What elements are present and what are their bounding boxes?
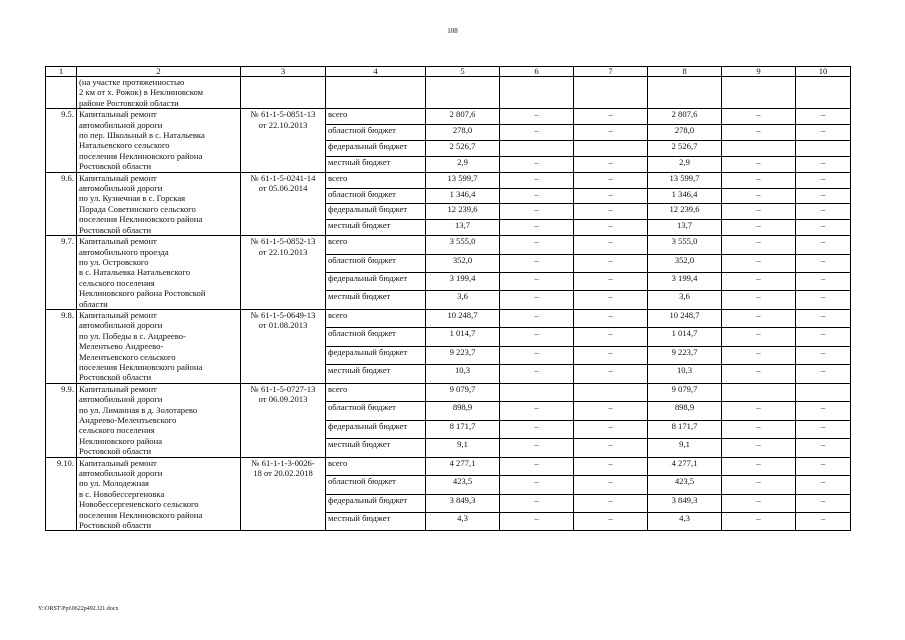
- description-line: Неклиновского района: [79, 435, 163, 446]
- value-c7: –: [574, 512, 648, 530]
- value-c7: –: [574, 328, 648, 346]
- value-c9: –: [722, 457, 796, 475]
- value-c10: –: [796, 476, 851, 494]
- description-line: поселения Неклиновского района: [79, 509, 203, 520]
- description-line: Капитальный ремонт: [79, 309, 157, 320]
- description-line: поселения Неклиновского района: [79, 150, 203, 161]
- registration-line: № 61-1-5-0649-13: [250, 309, 316, 320]
- description-line: Натальевского сельского: [79, 140, 170, 151]
- funding-source: областной бюджет: [326, 188, 426, 204]
- value-c5: 2 807,6: [426, 109, 500, 125]
- funding-source: местный бюджет: [326, 365, 426, 383]
- value-c8: 3 849,3: [648, 494, 722, 512]
- value-c6: –: [500, 365, 574, 383]
- value-c9: –: [722, 172, 796, 188]
- description-line: автомобильного проезда: [79, 246, 169, 257]
- value-c6: –: [500, 204, 574, 220]
- value-c9: –: [722, 328, 796, 346]
- value-c6: [500, 383, 574, 401]
- entry-registration: [241, 457, 326, 531]
- value-c8: 1 346,4: [648, 188, 722, 204]
- value-c6: –: [500, 109, 574, 125]
- value-c7: –: [574, 254, 648, 272]
- description-line: по ул. Островского: [79, 256, 149, 267]
- value-c7: –: [574, 439, 648, 457]
- value-c10: –: [796, 402, 851, 420]
- value-c9: –: [722, 125, 796, 141]
- value-c6: –: [500, 420, 574, 438]
- value-c8: 3 555,0: [648, 236, 722, 254]
- value-c10: –: [796, 273, 851, 291]
- page-number: 108: [447, 27, 458, 35]
- value-c7: –: [574, 457, 648, 475]
- value-c9: –: [722, 254, 796, 272]
- description-line: в с. Новобессергеновка: [79, 488, 165, 499]
- value-c9: [722, 140, 796, 156]
- funding-source: всего: [326, 172, 426, 188]
- value-c6: –: [500, 273, 574, 291]
- value-c7: –: [574, 365, 648, 383]
- value-c9: –: [722, 188, 796, 204]
- entry-registration: [241, 309, 326, 383]
- entry-registration: [241, 236, 326, 310]
- funding-source: федеральный бюджет: [326, 494, 426, 512]
- value-c7: –: [574, 125, 648, 141]
- empty-cell: [722, 77, 796, 109]
- value-c10: –: [796, 204, 851, 220]
- registration-line: от 22.10.2013: [258, 246, 308, 257]
- header-cell: 4: [326, 67, 426, 77]
- entry-number: 9.7.: [46, 236, 77, 310]
- value-c6: –: [500, 236, 574, 254]
- registration-line: от 05.06.2014: [258, 183, 308, 194]
- description-line: автомобильной дороги: [79, 468, 163, 479]
- description-line: Ростовской области: [79, 161, 152, 172]
- value-c10: –: [796, 254, 851, 272]
- empty-cell: [426, 77, 500, 109]
- funding-source: местный бюджет: [326, 291, 426, 309]
- value-c7: –: [574, 220, 648, 236]
- empty-cell: [241, 77, 326, 109]
- value-c9: –: [722, 365, 796, 383]
- value-c10: –: [796, 512, 851, 530]
- empty-cell: [500, 77, 574, 109]
- value-c8: 352,0: [648, 254, 722, 272]
- value-c10: –: [796, 439, 851, 457]
- value-c9: –: [722, 420, 796, 438]
- empty-cell: [796, 77, 851, 109]
- entry-description: [77, 172, 241, 235]
- description-line: Порада Советинского сельского: [79, 203, 196, 214]
- value-c6: –: [500, 220, 574, 236]
- description-line: Новобессергеневского сельского: [79, 499, 199, 510]
- value-c8: 8 171,7: [648, 420, 722, 438]
- table-row: [46, 309, 851, 327]
- entry-description: [77, 109, 241, 172]
- header-cell: 2: [77, 67, 241, 77]
- footer-file-path: Y:\ORST\Ppi\0622p492.f21.docx: [38, 606, 119, 612]
- value-c10: [796, 140, 851, 156]
- value-c7: –: [574, 402, 648, 420]
- value-c6: –: [500, 457, 574, 475]
- value-c8: 2 526,7: [648, 140, 722, 156]
- value-c7: –: [574, 476, 648, 494]
- description-line: Капитальный ремонт: [79, 172, 157, 183]
- entry-number: 9.5.: [46, 109, 77, 172]
- entry-description: [77, 457, 241, 531]
- value-c6: –: [500, 291, 574, 309]
- value-c10: –: [796, 125, 851, 141]
- description-line: автомобильной дороги: [79, 183, 163, 194]
- entry-description: [77, 309, 241, 383]
- description-line: районе Ростовской области: [79, 97, 179, 108]
- funding-source: федеральный бюджет: [326, 273, 426, 291]
- funding-source: федеральный бюджет: [326, 140, 426, 156]
- value-c5: 3,6: [426, 291, 500, 309]
- description-line: Мелентьевского сельского: [79, 351, 176, 362]
- value-c10: –: [796, 328, 851, 346]
- table-row: [46, 236, 851, 254]
- description-line: сельского поселения: [79, 425, 155, 436]
- description-line: Андреево-Мелентьевского: [79, 415, 177, 425]
- value-c10: –: [796, 494, 851, 512]
- value-c8: 4,3: [648, 512, 722, 530]
- header-cell: 6: [500, 67, 574, 77]
- value-c8: 2 807,6: [648, 109, 722, 125]
- table-row: [46, 457, 851, 475]
- value-c9: –: [722, 346, 796, 364]
- value-c8: 13,7: [648, 220, 722, 236]
- value-c10: –: [796, 220, 851, 236]
- entry-registration: [241, 109, 326, 172]
- funding-source: областной бюджет: [326, 476, 426, 494]
- value-c8: 4 277,1: [648, 457, 722, 475]
- empty-cell: [46, 77, 77, 109]
- value-c6: –: [500, 309, 574, 327]
- value-c10: –: [796, 156, 851, 172]
- value-c5: 4 277,1: [426, 457, 500, 475]
- value-c6: –: [500, 346, 574, 364]
- registration-line: № 61-1-5-0852-13: [250, 236, 316, 247]
- description-line: Капитальный ремонт: [79, 383, 157, 394]
- value-c7: –: [574, 273, 648, 291]
- funding-source: федеральный бюджет: [326, 346, 426, 364]
- value-c8: 423,5: [648, 476, 722, 494]
- value-c7: –: [574, 204, 648, 220]
- value-c5: 423,5: [426, 476, 500, 494]
- value-c7: [574, 383, 648, 401]
- header-row: [46, 67, 851, 77]
- description-line: поселения Неклиновского района: [79, 214, 203, 225]
- continuation-description: [77, 77, 241, 109]
- header-cell: 3: [241, 67, 326, 77]
- value-c9: –: [722, 309, 796, 327]
- funding-source: местный бюджет: [326, 156, 426, 172]
- table-row: [46, 109, 851, 125]
- registration-line: от 22.10.2013: [258, 119, 308, 130]
- value-c9: –: [722, 291, 796, 309]
- description-line: (на участке протяженностью: [79, 77, 185, 87]
- value-c5: 278,0: [426, 125, 500, 141]
- description-line: Ростовской области: [79, 224, 152, 235]
- header-cell: 1: [46, 67, 77, 77]
- value-c9: –: [722, 220, 796, 236]
- registration-line: № 61-1-5-0851-13: [250, 109, 316, 120]
- value-c8: 10,3: [648, 365, 722, 383]
- value-c10: –: [796, 365, 851, 383]
- funding-source: всего: [326, 383, 426, 401]
- value-c10: –: [796, 309, 851, 327]
- value-c5: 2,9: [426, 156, 500, 172]
- header-cell: 10: [796, 67, 851, 77]
- value-c5: 3 555,0: [426, 236, 500, 254]
- value-c7: –: [574, 172, 648, 188]
- description-line: автомобильной дороги: [79, 394, 163, 405]
- description-line: в с. Натальевка Натальевского: [79, 267, 190, 278]
- value-c8: 3,6: [648, 291, 722, 309]
- entry-registration: [241, 383, 326, 457]
- value-c6: –: [500, 156, 574, 172]
- table-row: [46, 172, 851, 188]
- description-line: Неклиновского района Ростовской: [79, 288, 206, 299]
- value-c9: –: [722, 204, 796, 220]
- registration-line: 18 от 20.02.2018: [253, 468, 313, 479]
- empty-cell: [648, 77, 722, 109]
- registration-line: от 01.08.2013: [258, 320, 308, 331]
- empty-cell: [574, 77, 648, 109]
- value-c6: –: [500, 254, 574, 272]
- value-c7: –: [574, 420, 648, 438]
- value-c9: –: [722, 512, 796, 530]
- description-line: Ростовской области: [79, 372, 152, 383]
- table-row: [46, 383, 851, 401]
- description-line: Мелентьево Андреево-: [79, 341, 164, 352]
- description-line: Капитальный ремонт: [79, 236, 157, 247]
- value-c8: 2,9: [648, 156, 722, 172]
- value-c8: 13 599,7: [648, 172, 722, 188]
- value-c5: 9 079,7: [426, 383, 500, 401]
- description-line: Капитальный ремонт: [79, 109, 157, 120]
- description-line: области: [79, 298, 108, 309]
- description-line: по ул. Лиманная в д. Золотарево: [79, 404, 198, 415]
- funding-source: областной бюджет: [326, 254, 426, 272]
- value-c7: –: [574, 188, 648, 204]
- description-line: Ростовской области: [79, 446, 152, 457]
- value-c9: [722, 383, 796, 401]
- description-line: Ростовской области: [79, 520, 152, 531]
- value-c9: –: [722, 156, 796, 172]
- value-c6: –: [500, 172, 574, 188]
- description-line: автомобильной дороги: [79, 119, 163, 130]
- funding-source: областной бюджет: [326, 328, 426, 346]
- value-c9: –: [722, 273, 796, 291]
- value-c5: 1 014,7: [426, 328, 500, 346]
- description-line: по ул. Победы в с. Андреево-: [79, 330, 186, 341]
- value-c7: –: [574, 236, 648, 254]
- value-c8: 10 248,7: [648, 309, 722, 327]
- empty-cell: [326, 77, 426, 109]
- description-line: поселения Неклиновского района: [79, 361, 203, 372]
- entry-description: [77, 383, 241, 457]
- funding-source: всего: [326, 457, 426, 475]
- value-c5: 9 223,7: [426, 346, 500, 364]
- value-c8: 9 079,7: [648, 383, 722, 401]
- value-c9: –: [722, 476, 796, 494]
- value-c6: [500, 140, 574, 156]
- header-cell: 8: [648, 67, 722, 77]
- value-c5: 10,3: [426, 365, 500, 383]
- header-cell: 9: [722, 67, 796, 77]
- value-c7: –: [574, 109, 648, 125]
- registration-line: № 61-1-1-3-0026-: [251, 457, 315, 468]
- entry-number: 9.8.: [46, 309, 77, 383]
- value-c8: 278,0: [648, 125, 722, 141]
- value-c10: –: [796, 420, 851, 438]
- entry-number: 9.9.: [46, 383, 77, 457]
- continuation-row: [46, 77, 851, 109]
- description-line: по ул. Молодежная: [79, 478, 149, 489]
- value-c8: 3 199,4: [648, 273, 722, 291]
- value-c7: –: [574, 156, 648, 172]
- value-c6: –: [500, 402, 574, 420]
- value-c7: –: [574, 494, 648, 512]
- value-c5: 12 239,6: [426, 204, 500, 220]
- value-c7: –: [574, 346, 648, 364]
- value-c10: –: [796, 346, 851, 364]
- value-c5: 4,3: [426, 512, 500, 530]
- value-c7: –: [574, 309, 648, 327]
- value-c5: 8 171,7: [426, 420, 500, 438]
- value-c8: 12 239,6: [648, 204, 722, 220]
- value-c6: –: [500, 439, 574, 457]
- funding-source: местный бюджет: [326, 220, 426, 236]
- registration-line: № 61-1-5-0241-14: [250, 172, 316, 183]
- funding-source: федеральный бюджет: [326, 204, 426, 220]
- value-c10: –: [796, 236, 851, 254]
- value-c9: –: [722, 402, 796, 420]
- description-line: Капитальный ремонт: [79, 457, 157, 468]
- description-line: по ул. Кузнечная в с. Горская: [79, 193, 186, 204]
- value-c10: –: [796, 457, 851, 475]
- value-c7: –: [574, 291, 648, 309]
- value-c8: 9,1: [648, 439, 722, 457]
- value-c5: 10 248,7: [426, 309, 500, 327]
- value-c8: 898,9: [648, 402, 722, 420]
- funding-source: всего: [326, 109, 426, 125]
- value-c6: –: [500, 125, 574, 141]
- value-c5: 898,9: [426, 402, 500, 420]
- value-c6: –: [500, 328, 574, 346]
- entry-number: 9.10.: [46, 457, 77, 531]
- header-cell: 7: [574, 67, 648, 77]
- entry-description: [77, 236, 241, 310]
- value-c10: –: [796, 109, 851, 125]
- value-c10: –: [796, 172, 851, 188]
- value-c5: 9,1: [426, 439, 500, 457]
- funding-source: местный бюджет: [326, 512, 426, 530]
- value-c10: –: [796, 291, 851, 309]
- value-c9: –: [722, 109, 796, 125]
- value-c10: –: [796, 188, 851, 204]
- header-cell: 5: [426, 67, 500, 77]
- value-c8: 1 014,7: [648, 328, 722, 346]
- funding-source: федеральный бюджет: [326, 420, 426, 438]
- value-c6: –: [500, 494, 574, 512]
- value-c5: 1 346,4: [426, 188, 500, 204]
- entry-number: 9.6.: [46, 172, 77, 235]
- value-c9: –: [722, 236, 796, 254]
- value-c6: –: [500, 476, 574, 494]
- registration-line: № 61-1-5-0727-13: [250, 383, 316, 394]
- funding-source: всего: [326, 236, 426, 254]
- value-c9: –: [722, 439, 796, 457]
- description-line: сельского поселения: [79, 277, 155, 288]
- description-line: по пер. Школьный в с. Натальевка: [79, 130, 205, 141]
- value-c10: [796, 383, 851, 401]
- funding-source: областной бюджет: [326, 125, 426, 141]
- entry-registration: [241, 172, 326, 235]
- value-c5: 3 849,3: [426, 494, 500, 512]
- value-c6: –: [500, 512, 574, 530]
- description-line: автомобильной дороги: [79, 320, 163, 331]
- budget-table: [45, 66, 851, 531]
- registration-line: от 06.09.2013: [258, 394, 308, 405]
- value-c7: [574, 140, 648, 156]
- description-line: 2 км от х. Рожок) в Неклиновском: [79, 87, 204, 98]
- funding-source: местный бюджет: [326, 439, 426, 457]
- funding-source: всего: [326, 309, 426, 327]
- value-c6: –: [500, 188, 574, 204]
- value-c5: 2 526,7: [426, 140, 500, 156]
- funding-source: областной бюджет: [326, 402, 426, 420]
- value-c5: 13,7: [426, 220, 500, 236]
- value-c5: 352,0: [426, 254, 500, 272]
- value-c5: 13 599,7: [426, 172, 500, 188]
- value-c5: 3 199,4: [426, 273, 500, 291]
- value-c8: 9 223,7: [648, 346, 722, 364]
- value-c9: –: [722, 494, 796, 512]
